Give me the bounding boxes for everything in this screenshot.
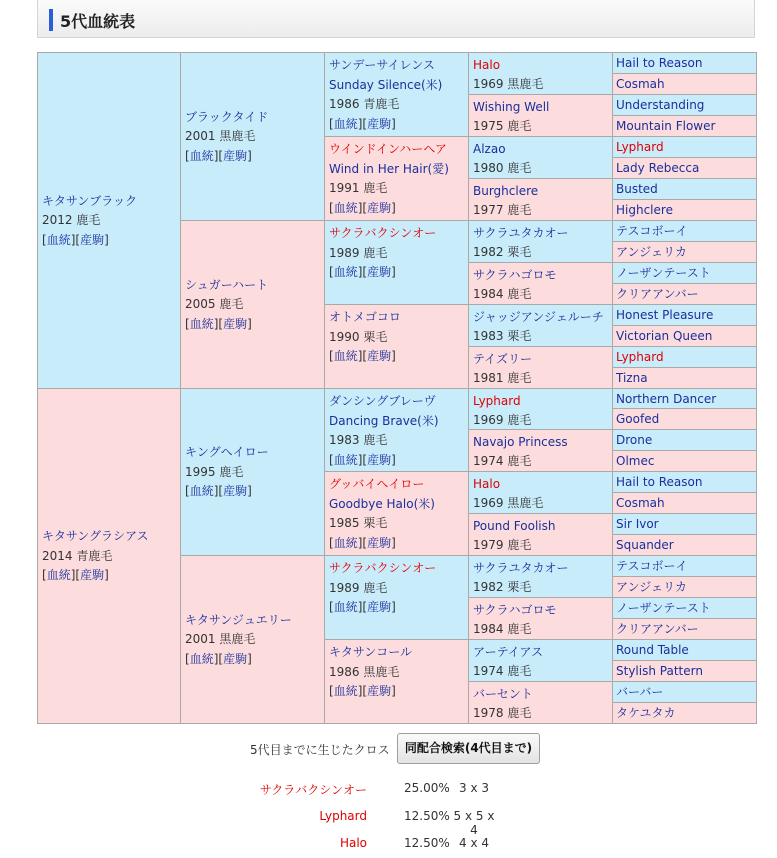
pedigree-cell-gen5 [612, 157, 757, 179]
horse-links: [血統][産駒] [185, 316, 252, 331]
pedigree-cell-gen5 [612, 492, 757, 514]
horse-birth-color: 1982 栗毛 [473, 580, 532, 594]
horse-name-link[interactable]: Hail to Reason [616, 475, 703, 489]
pedigree-cell-gen4 [468, 346, 613, 389]
horse-birth-color: 1977 鹿毛 [473, 203, 532, 217]
horse-birth-color: 2001 黒鹿毛 [185, 632, 256, 647]
horse-name-link[interactable]: Cosmah [616, 77, 665, 91]
horse-birth-color: 1969 鹿毛 [473, 413, 532, 427]
pedigree-link[interactable]: 血統 [333, 200, 358, 215]
horse-birth-color: 1991 鹿毛 [329, 181, 388, 195]
horse-name-link[interactable]: Tizna [616, 371, 648, 385]
pedigree-cell-gen5 [612, 304, 757, 326]
pedigree-table [37, 52, 756, 723]
pedigree-link[interactable]: 血統 [333, 535, 358, 550]
horse-birth-color: 1969 黒鹿毛 [473, 77, 544, 91]
cross-percent: 12.50% [404, 809, 450, 823]
horse-name-link[interactable]: サクラバクシンオー [329, 561, 437, 575]
horse-alt-name: Sunday Silence(米) [329, 77, 443, 92]
horse-birth-color: 2014 青鹿毛 [42, 548, 113, 563]
horse-name-link[interactable]: オトメゴコロ [329, 310, 401, 324]
pedigree-cell-gen5 [612, 618, 757, 640]
horse-name-link[interactable]: サクラバクシンオー [329, 226, 437, 240]
horse-links: [血統][産駒] [329, 684, 396, 698]
pedigree-cell-gen5 [612, 471, 757, 493]
cross-row [0, 781, 777, 799]
horse-name-link[interactable]: キタサングラシアス [42, 529, 149, 544]
horse-alt-name: Dancing Brave(米) [329, 413, 439, 428]
horse-name-link[interactable]: Navajo Princess [473, 435, 568, 449]
horse-links: [血統][産駒] [42, 568, 109, 583]
pedigree-cell-gen5 [612, 555, 757, 577]
pedigree-cell-gen4 [468, 262, 613, 305]
horse-name-link[interactable]: サクラユタカオー [473, 561, 569, 575]
horse-name-link[interactable]: Stylish Pattern [616, 664, 703, 678]
pedigree-link[interactable]: 血統 [189, 651, 214, 666]
pedigree-cell-gen5 [612, 136, 757, 158]
pedigree-cell-gen4 [468, 304, 613, 347]
pedigree-cell-gen5 [612, 178, 757, 200]
pedigree-cell-gen4 [468, 136, 613, 179]
horse-name-link[interactable]: サクラユタカオー [473, 226, 569, 240]
horse-name-link[interactable]: キタサンジュエリー [185, 612, 292, 627]
pedigree-cell-gen3 [324, 52, 469, 137]
pedigree-link[interactable]: 血統 [333, 684, 358, 698]
pedigree-link[interactable]: 血統 [46, 232, 71, 247]
pedigree-cell-gen5 [612, 367, 757, 389]
horse-links: [血統][産駒] [185, 484, 252, 499]
horse-birth-color: 1982 栗毛 [473, 245, 532, 259]
horse-name-link[interactable]: サクラハゴロモ [473, 603, 557, 617]
horse-name-link[interactable]: Lyphard [616, 350, 664, 364]
horse-birth-color: 1995 鹿毛 [185, 464, 244, 479]
cross-row [0, 809, 777, 837]
progeny-link[interactable]: 産駒 [80, 232, 105, 247]
horse-name-link[interactable]: アンジェリカ [616, 245, 687, 259]
horse-name-link[interactable]: クリアアンバー [616, 622, 699, 636]
horse-birth-color: 1974 鹿毛 [473, 664, 532, 678]
pedigree-cell-gen5 [612, 388, 757, 409]
horse-name-link[interactable]: ジャッジアンジェルーチ [473, 310, 604, 324]
horse-name-link[interactable]: グッバイヘイロー [329, 477, 425, 491]
pedigree-cell-gen2 [180, 52, 325, 221]
cross-pattern: 5 x 5 x 4 [453, 809, 495, 837]
horse-links: [血統][産駒] [329, 452, 396, 467]
horse-name-link[interactable]: タケユタカ [616, 706, 676, 720]
horse-alt-name: Wind in Her Hair(愛) [329, 161, 449, 176]
horse-name-link[interactable]: バーセント [473, 687, 533, 701]
horse-birth-color: 2005 鹿毛 [185, 297, 244, 312]
pedigree-cell-gen4 [468, 555, 613, 598]
horse-name-link[interactable]: Burghclere [473, 184, 539, 198]
horse-birth-color: 1979 鹿毛 [473, 538, 532, 552]
pedigree-link[interactable]: 血統 [46, 568, 71, 583]
horse-name-link[interactable]: Cosmah [616, 496, 665, 510]
horse-birth-color: 1984 鹿毛 [473, 287, 532, 301]
pedigree-cell-gen1 [37, 52, 181, 389]
page-title: 5代血統表 [60, 12, 136, 31]
horse-name-link[interactable]: Northern Dancer [616, 392, 717, 406]
pedigree-cell-gen3 [324, 639, 469, 724]
pedigree-cell-gen2 [180, 555, 325, 724]
horse-name-link[interactable]: Hail to Reason [616, 56, 703, 70]
horse-name-link[interactable]: Lyphard [473, 394, 521, 408]
pedigree-cell-gen5 [612, 660, 757, 682]
horse-birth-color: 1983 栗毛 [473, 329, 532, 343]
progeny-link[interactable]: 産駒 [367, 452, 392, 467]
horse-name-link[interactable]: Pound Foolish [473, 519, 556, 533]
pedigree-cell-gen5 [612, 450, 757, 472]
horse-name-link[interactable]: Highclere [616, 203, 673, 217]
cross-percent: 25.00% [404, 781, 450, 795]
pedigree-cell-gen5 [612, 346, 757, 368]
horse-birth-color: 1989 鹿毛 [329, 580, 388, 595]
pedigree-cell-gen4 [468, 471, 613, 514]
pedigree-cell-gen5 [612, 220, 757, 242]
pedigree-cell-gen4 [468, 388, 613, 430]
pedigree-cell-gen5 [612, 241, 757, 263]
horse-birth-color: 1975 鹿毛 [473, 119, 532, 133]
cross-pattern: 4 x 4 [459, 836, 489, 850]
horse-name-link[interactable]: キタサンコール [329, 645, 413, 659]
pedigree-cell-gen4 [468, 220, 613, 263]
pedigree-cell-gen5 [612, 115, 757, 137]
cross-label: 5代目までに生じたクロス [250, 743, 390, 757]
horse-name-link[interactable]: アーテイアス [473, 645, 543, 659]
horse-birth-color: 1974 鹿毛 [473, 454, 532, 468]
horse-birth-color: 1978 鹿毛 [473, 706, 532, 720]
horse-links: [血統][産駒] [329, 535, 396, 550]
horse-name-link[interactable]: Halo [473, 477, 501, 491]
horse-birth-color: 1981 鹿毛 [473, 371, 532, 385]
horse-name-link[interactable]: Drone [616, 433, 653, 447]
horse-links: [血統][産駒] [329, 200, 396, 215]
horse-birth-color: 1990 栗毛 [329, 329, 388, 344]
cross-percent: 12.50% [404, 836, 450, 850]
progeny-link[interactable]: 産駒 [367, 535, 392, 550]
pedigree-link[interactable]: 血統 [333, 265, 358, 279]
horse-links: [血統][産駒] [329, 600, 396, 614]
progeny-link[interactable]: 産駒 [367, 200, 392, 215]
pedigree-cell-gen5 [612, 681, 757, 703]
pedigree-cell-gen4 [468, 52, 613, 95]
pedigree-link[interactable]: 血統 [189, 148, 214, 163]
horse-name-link[interactable]: サンデーサイレンス [329, 58, 435, 72]
pedigree-cell-gen5 [612, 597, 757, 619]
pedigree-cell-gen5 [612, 52, 757, 74]
horse-links: [血統][産駒] [185, 148, 252, 163]
horse-name-link[interactable]: Squander [616, 538, 674, 552]
horse-birth-color: 1986 黒鹿毛 [329, 664, 400, 679]
horse-name-link[interactable]: シュガーハート [185, 277, 269, 292]
progeny-link[interactable]: 産駒 [223, 148, 248, 163]
horse-name-link[interactable]: テスコボーイ [616, 559, 688, 573]
cross-horse-name[interactable]: Lyphard [319, 809, 367, 823]
pedigree-cell-gen3 [324, 388, 469, 472]
horse-name-link[interactable]: Lady Rebecca [616, 161, 700, 175]
pedigree-cell-gen4 [468, 681, 613, 724]
pedigree-cell-gen5 [612, 94, 757, 116]
horse-name-link[interactable]: キングヘイロー [185, 445, 269, 460]
horse-birth-color: 1985 栗毛 [329, 516, 388, 530]
horse-alt-name: Goodbye Halo(米) [329, 496, 435, 511]
pedigree-cell-gen2 [180, 220, 325, 389]
pedigree-cell-gen5 [612, 429, 757, 451]
horse-name-link[interactable]: ノーザンテースト [616, 601, 711, 615]
cross-row [0, 836, 777, 854]
pedigree-link[interactable]: 血統 [333, 116, 358, 131]
horse-name-link[interactable]: Victorian Queen [616, 329, 713, 343]
horse-links: [血統][産駒] [329, 349, 396, 363]
horse-birth-color: 1969 黒鹿毛 [473, 496, 544, 510]
horse-name-link[interactable]: クリアアンバー [616, 287, 699, 301]
pedigree-cell-gen5 [612, 702, 757, 724]
horse-birth-color: 1983 鹿毛 [329, 433, 388, 447]
horse-name-link[interactable]: Understanding [616, 98, 705, 112]
header-accent-bar [49, 9, 53, 31]
pedigree-cell-gen5 [612, 325, 757, 347]
pedigree-cell-gen5 [612, 199, 757, 221]
pedigree-link[interactable]: 血統 [333, 452, 358, 467]
horse-birth-color: 2012 鹿毛 [42, 213, 101, 228]
progeny-link[interactable]: 産駒 [80, 568, 105, 583]
progeny-link[interactable]: 産駒 [223, 316, 248, 331]
pedigree-cell-gen5 [612, 534, 757, 556]
horse-name-link[interactable]: Lyphard [616, 140, 664, 154]
horse-name-link[interactable]: アンジェリカ [616, 580, 687, 594]
pedigree-cell-gen5 [612, 283, 757, 305]
cross-horse-name[interactable]: サクラバクシンオー [259, 783, 367, 797]
pedigree-link[interactable]: 血統 [189, 316, 214, 331]
progeny-link[interactable]: 産駒 [367, 600, 392, 614]
pedigree-link[interactable]: 血統 [189, 484, 214, 499]
horse-name-link[interactable]: Goofed [616, 412, 660, 426]
horse-name-link[interactable]: サクラハゴロモ [473, 268, 557, 282]
same-breeding-search-button[interactable]: 同配合検索(4代目まで) [397, 733, 540, 764]
horse-name-link[interactable]: テイズリー [473, 352, 533, 366]
horse-name-link[interactable]: ウインドインハーヘア [329, 142, 447, 156]
horse-links: [血統][産駒] [185, 651, 252, 666]
pedigree-cell-gen5 [612, 639, 757, 661]
pedigree-cell-gen5 [612, 513, 757, 535]
pedigree-cell-gen5 [612, 408, 757, 430]
cross-pattern: 3 x 3 [459, 781, 489, 795]
horse-name-link[interactable]: キタサンブラック [42, 193, 138, 208]
pedigree-cell-gen5 [612, 576, 757, 598]
horse-name-link[interactable]: Sir Ivor [616, 517, 659, 531]
horse-name-link[interactable]: Wishing Well [473, 100, 550, 114]
progeny-link[interactable]: 産駒 [367, 116, 392, 131]
pedigree-cell-gen5 [612, 73, 757, 95]
pedigree-cell-gen4 [468, 597, 613, 640]
horse-links: [血統][産駒] [329, 116, 396, 131]
pedigree-cell-gen1 [37, 388, 181, 724]
pedigree-link[interactable]: 血統 [333, 349, 358, 363]
horse-birth-color: 1986 青鹿毛 [329, 97, 400, 111]
horse-name-link[interactable]: ブラックタイド [185, 109, 269, 124]
horse-name-link[interactable]: Olmec [616, 454, 655, 468]
progeny-link[interactable]: 産駒 [223, 484, 248, 499]
progeny-link[interactable]: 産駒 [223, 651, 248, 666]
pedigree-link[interactable]: 血統 [333, 600, 358, 614]
pedigree-cell-gen4 [468, 94, 613, 137]
horse-name-link[interactable]: テスコボーイ [616, 224, 688, 238]
progeny-link[interactable]: 産駒 [367, 349, 392, 363]
horse-name-link[interactable]: Round Table [616, 643, 689, 657]
pedigree-cell-gen3 [324, 555, 469, 640]
horse-links: [血統][産駒] [329, 265, 396, 279]
pedigree-cell-gen2 [180, 388, 325, 556]
horse-name-link[interactable]: ノーザンテースト [616, 266, 711, 280]
horse-birth-color: 1980 鹿毛 [473, 161, 532, 175]
pedigree-cell-gen4 [468, 429, 613, 472]
horse-links: [血統][産駒] [42, 232, 109, 247]
pedigree-cell-gen4 [468, 178, 613, 221]
section-header [37, 0, 755, 38]
pedigree-cell-gen3 [324, 471, 469, 556]
pedigree-cell-gen3 [324, 136, 469, 221]
pedigree-cell-gen3 [324, 220, 469, 305]
pedigree-cell-gen4 [468, 639, 613, 682]
horse-name-link[interactable]: Busted [616, 182, 658, 196]
horse-name-link[interactable]: Honest Pleasure [616, 308, 714, 322]
horse-birth-color: 1989 鹿毛 [329, 245, 388, 260]
pedigree-cell-gen5 [612, 262, 757, 284]
progeny-link[interactable]: 産駒 [367, 684, 392, 698]
horse-birth-color: 2001 黒鹿毛 [185, 129, 256, 144]
progeny-link[interactable]: 産駒 [367, 265, 392, 279]
horse-name-link[interactable]: バーバー [616, 685, 664, 699]
horse-name-link[interactable]: Mountain Flower [616, 119, 716, 133]
horse-birth-color: 1984 鹿毛 [473, 622, 532, 636]
horse-name-link[interactable]: ダンシングブレーヴ [329, 394, 436, 408]
cross-horse-name[interactable]: Halo [339, 836, 367, 850]
pedigree-cell-gen4 [468, 513, 613, 556]
horse-name-link[interactable]: Halo [473, 58, 501, 72]
horse-name-link[interactable]: Alzao [473, 142, 506, 156]
pedigree-cell-gen3 [324, 304, 469, 389]
